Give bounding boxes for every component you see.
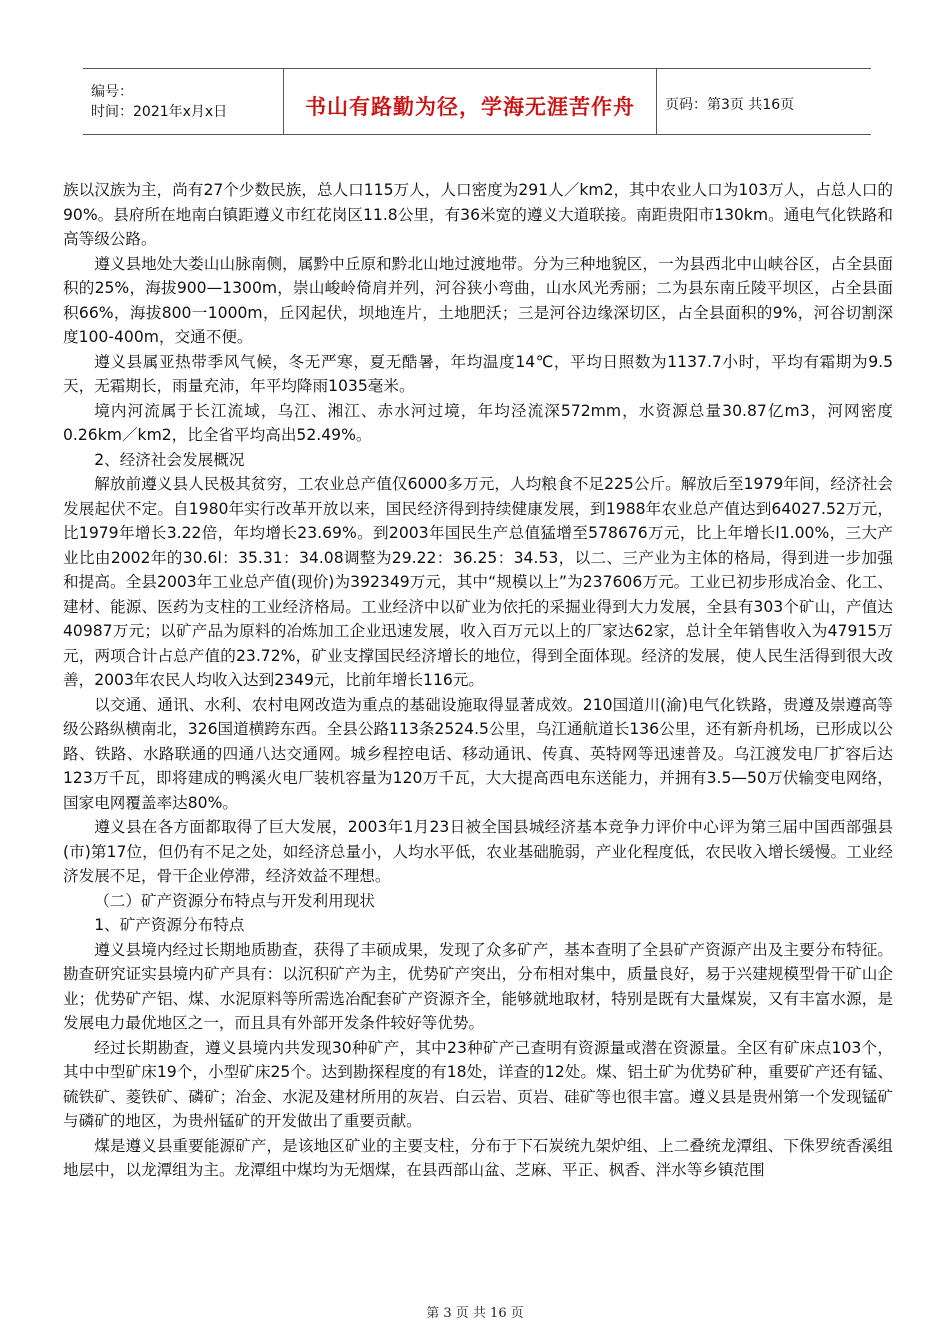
paragraph: 遵义县地处大娄山山脉南侧，属黔中丘原和黔北山地过渡地带。分为三种地貌区，一为县西北中山峡谷区，占全县面积的25%，海拔900—1300m，崇山峻岭倚肩并列，河谷狭小弯曲，山水风光秀丽；二为县东南丘陵平坝区，占全县面积66%，海拔800一1000m，丘冈起伏，坝地连片，土地肥沃；三是河谷边缘深切区，占全县面积的9%，河谷切割深度100-400m，交通不便。 [63, 254, 893, 346]
paragraph: 族以汉族为主，尚有27个少数民族，总人口115万人，人口密度为291人／km2，其中农业人口为103万人，占总人口的90%。县府所在地南白镇距遵义市红花岗区11.8公里，有36米宽的遵义大道联接。南距贵阳市130km。通电气化铁路和高等级公路。 [63, 181, 893, 248]
section-heading: （二）矿产资源分布特点与开发利用现状 [94, 891, 375, 910]
header-motto: 书山有路勤为径，学海无涯苦作舟 [283, 69, 657, 134]
document-time-label: 时间：2021年x月x日 [91, 103, 228, 120]
document-number-label: 编号： [91, 83, 133, 100]
paragraph: 遵义县境内经过长期地质勘查，获得了丰硕成果，发现了众多矿产，基本查明了全县矿产资源产出及主要分布特征。勘查研究证实县境内矿产具有：以沉积矿产为主，优势矿产突出，分布相对集中，质量良好，易于兴建规模型骨干矿山企业；优势矿产铝、煤、水泥原料等所需选冶配套矿产资源齐全，能够就地取材，特别是既有大量煤炭，又有丰富水源，是发展电力最优地区之一，而且具有外部开发条件较好等优势。 [63, 940, 893, 1032]
page-header [83, 68, 871, 135]
paragraph: 境内河流属于长江流域，乌江、湘江、赤水河过境，年均泾流深572mm，水资源总量30.87亿m3，河网密度0.26km／km2，比全省平均高出52.49%。 [63, 401, 893, 444]
paragraph: 以交通、通讯、水利、农村电网改造为重点的基础设施取得显著成效。210国道川(渝)电气化铁路，贵遵及崇遵高等级公路纵横南北，326国道横跨东西。全县公路113条2524.5公里，乌江通航道长136公里，还有新舟机场，已形成以公路、铁路、水路联通的四通八达交通网。城乡程控电话、移动通讯、传真、英特网等迅速普及。乌江渡发电厂扩容后达123万千瓦，即将建成的鸭溪火电厂装机容量为120万千瓦，大大提高西电东送能力，并拥有3.5—50万伏输变电网络，国家电网覆盖率达80%。 [63, 695, 893, 812]
paragraph: 经过长期勘查，遵义县境内共发现30种矿产，其中23种矿产己查明有资源量或潜在资源量。全区有矿床点103个，其中中型矿床19个，小型矿床25个。达到勘探程度的有18处，详查的12处。煤、铝土矿为优势矿种，重要矿产还有锰、硫铁矿、菱铁矿、磷矿；冶金、水泥及建材所用的灰岩、白云岩、页岩、硅矿等也很丰富。遵义县是贵州第一个发现锰矿与磷矿的地区，为贵州锰矿的开发做出了重要贡献。 [63, 1038, 893, 1130]
header-page-info: 页码：第3页 共16页 [665, 96, 795, 113]
section-heading: 2、经济社会发展概况 [94, 450, 245, 469]
section-heading: 1、矿产资源分布特点 [94, 916, 245, 934]
paragraph: 遵义县在各方面都取得了巨大发展，2003年1月23日被全国县城经济基本竞争力评价中心评为第三届中国西部强县(市)第17位，但仍有不足之处，如经济总量小，人均水平低，农业基础脆弱，产业化程度低，农民收入增长缓慢。工业经济发展不足，骨干企业停滞，经济效益不理想。 [63, 818, 893, 885]
paragraph: 解放前遵义县人民极其贫穷，工农业总产值仅6000多万元，人均粮食不足225公斤。解放后至1979年间，经济社会发展起伏不定。自1980年实行改革开放以来，国民经济得到持续健康发展，到1988年农业总产值达到64027.52万元，比1979年增长3.22倍，年均增长23.69%。到2003年国民生产总值猛增至578676万元，比上年增长l1.00%，三大产业比由2002年的30.6l：35.31：34.08调整为29.22：36.25：34.53，以二、三产业为主体的格局，得到进一步加强和提高。全县2003年工业总产值(现价)为392349万元，其中“规模以上”为237606万元。工业已初步形成冶金、化工、建材、能源、医药为支柱的工业经济格局。工业经济中以矿业为依托的采掘业得到大力发展，全县有303个矿山，产值达40987万元；以矿产品为原料的冶炼加工企业迅速发展，收入百万元以上的厂家达62家，总计全年销售收入为47915万元，两项合计占总产值的23.72%，矿业支撑国民经济增长的地位，得到全面体现。经济的发展，使人民生活得到很大改善，2003年农民人均收入达到2349元，比前年增长116元。 [63, 475, 893, 689]
page-footer: 第 3 页 共 16 页 [426, 1306, 524, 1321]
document-body [63, 178, 893, 1183]
paragraph: 煤是遵义县重要能源矿产，是该地区矿业的主要支柱，分布于下石炭统九架炉组、上二叠统龙潭组、下侏罗统香溪组地层中，以龙潭组为主。龙潭组中煤均为无烟煤，在县西部山盆、芝麻、平正、枫香、泮水等乡镇范围 [63, 1136, 893, 1179]
header-meta [83, 69, 283, 134]
paragraph: 遵义县属亚热带季风气候，冬无严寒，夏无酷暑，年均温度14℃，平均日照数为1137.7小时，平均有霜期为9.5天，无霜期长，雨量充沛，年平均降雨1035毫米。 [63, 352, 893, 395]
